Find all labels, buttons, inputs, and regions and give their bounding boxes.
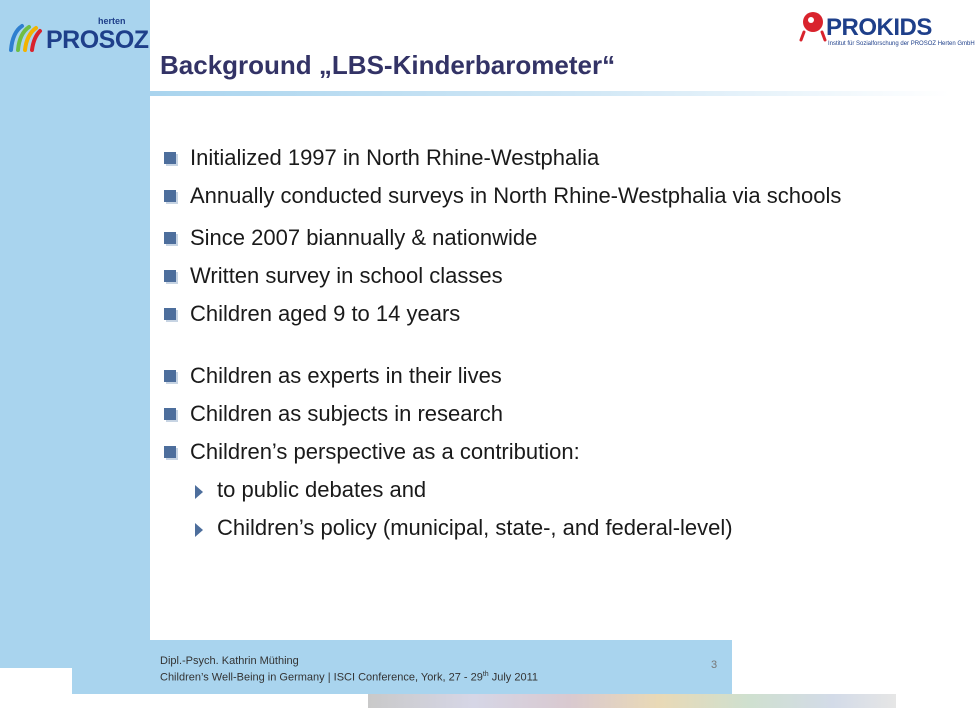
bullet-item: Initialized 1997 in North Rhine-Westphalia — [160, 145, 920, 171]
prokids-figure-icon — [800, 10, 826, 42]
bullet-item: Since 2007 biannually & nationwide — [160, 225, 920, 251]
bullet-item: Annually conducted surveys in North Rhine-Westphalia via schools — [160, 183, 920, 209]
prokids-wordmark: PROKIDS — [826, 14, 932, 41]
bullet-item: Written survey in school classes — [160, 263, 920, 289]
slide-title: Background „LBS-Kinderbarometer“ — [160, 50, 616, 80]
side-panel — [0, 0, 150, 668]
prosoz-logo — [8, 16, 149, 58]
title-underline — [150, 91, 950, 96]
page-number: 3 — [711, 659, 718, 671]
footer-author: Dipl.-Psych. Kathrin Müthing — [160, 655, 299, 667]
footer-conference-sup: th — [482, 671, 489, 678]
bullet-item: Children as subjects in research — [160, 401, 920, 427]
prosoz-swoosh-icon — [8, 20, 42, 52]
footer-conference-date: July 2011 — [488, 671, 539, 684]
footer-conference-text: Children’s Well-Being in Germany | ISCI Conference, York, 27 - 29 — [160, 671, 483, 684]
bullet-item: Children aged 9 to 14 years — [160, 301, 920, 327]
footer-conference — [160, 668, 538, 685]
decorative-stripe — [368, 694, 896, 708]
prosoz-herten-label: herten — [98, 16, 126, 26]
bullet-item: Children as experts in their lives — [160, 363, 920, 389]
sub-bullet-item: Children’s policy (municipal, state-, and federal-level) — [160, 515, 920, 541]
bullet-list — [160, 145, 920, 541]
sub-bullet-item: to public debates and — [160, 477, 920, 503]
prosoz-wordmark: PROSOZ — [46, 26, 149, 54]
bullet-item: Children’s perspective as a contribution: — [160, 439, 920, 465]
prokids-subtitle: Institut für Sozialforschung der PROSOZ Herten GmbH — [828, 41, 975, 47]
prokids-logo — [800, 10, 975, 54]
